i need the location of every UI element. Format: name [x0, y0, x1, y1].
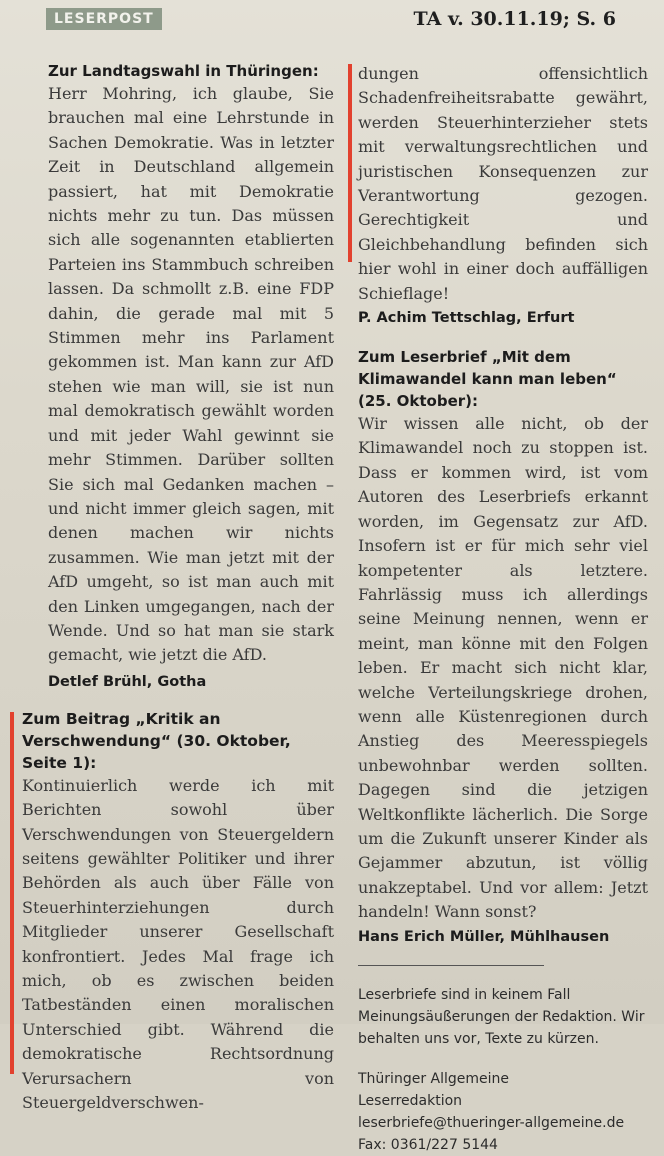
divider — [358, 965, 544, 966]
letter-verschwendung — [22, 708, 334, 1116]
contact-block — [358, 1068, 648, 1156]
letter-landtagswahl — [22, 60, 334, 694]
letter-author: Hans Erich Müller, Mühlhausen — [358, 928, 610, 945]
left-column — [22, 60, 334, 1115]
letter-body: Wir wissen alle nicht, ob der Klimawandel noch zu stoppen ist. Dass er kommen wird, ist vom Autoren des Leserbriefs erkannt worden, im Gegensatz zur AfD. Insofern ist er für mich sehr viel kompetenter als letztere. Fahrlässig muss ich allerdings seine Meinung nennen, wenn er meint, man könne mit den Folgen leben. Er macht sich nicht klar, welche Verteilungskriege drohen, wenn alle Küstenregionen durch Anstieg des Meeresspiegels unbewohnbar werden sollten. Dagegen sind die jetzigen Weltkonflikte lächerlich. Die Sorge um die Zukunft unserer Kinder als Gejammer abzutun, ist völlig unakzeptabel. Und vor allem: Jetzt handeln! Wann sonst? — [358, 414, 648, 922]
contact-publication: Thüringer Allgemeine — [358, 1070, 510, 1087]
section-badge: LESERPOST — [46, 8, 162, 30]
letter-heading: Zum Beitrag „Kritik an Verschwendung“ (30. Oktober, Seite 1): — [22, 709, 291, 772]
accent-bar — [10, 712, 14, 1074]
contact-fax: Fax: 0361/227 5144 — [358, 1136, 498, 1153]
letter-klimawandel — [358, 346, 648, 949]
letter-heading: Zur Landtagswahl in Thüringen: — [48, 62, 319, 80]
letter-author: P. Achim Tettschlag, Erfurt — [358, 310, 575, 327]
letter-heading: Zum Leserbrief „Mit dem Klimawandel kann man leben“ (25. Oktober): — [358, 348, 617, 411]
letter-author: Detlef Brühl, Gotha — [48, 673, 207, 690]
letter-body: dungen offensichtlich Schadenfreiheitsrabatte gewährt, werden Steuerhinterzieher stets mit verwaltungsrechtlichen und juristischen Konsequenzen zur Verantwortung gezogen. Gerechtigkeit und Gleichbehandlung befinden sich hier wohl in einer doch auffälligen Schieflage! — [358, 64, 648, 303]
letter-body: Kontinuierlich werde ich mit Berichten sowohl über Verschwendungen von Steuergeldern seitens gewählter Politiker und ihrer Behörden als auch über Fälle von Steuerhinterziehungen durch Mitglieder unserer Gesellschaft konfrontiert. Jedes Mal frage ich mich, ob es zwischen beiden Tatbeständen einen moralischen Unterschied gibt. Während die demokratische Rechtsordnung Verursachern von Steuergeldverschwen- — [22, 775, 334, 1113]
source-citation: TA v. 30.11.19; S. 6 — [413, 8, 616, 30]
contact-department: Leserredaktion — [358, 1092, 463, 1109]
letter-body: Herr Mohring, ich glaube, Sie brauchen mal eine Lehrstunde in Sachen Demokratie. Was in letzter Zeit in Deutschland allgemein passiert, hat mit Demokratie nichts mehr zu tun. Das müssen sich alle sogenannten etablierten Parteien ins Stammbuch schreiben lassen. Da schmollt z.B. eine FDP dahin, die gerade mal mit 5 Stimmen mehr ins Parlament gekommen ist. Man kann zur AfD stehen wie man will, sie ist nun mal demokratisch gewählt worden und mit jeder Wahl gewinnt sie mehr Stimmen. Darüber sollten Sie sich mal Gedanken machen – und nicht immer gleich sagen, mit denen machen wir nichts zusammen. Wie man jetzt mit der AfD umgeht, so ist man auch mit den Linken umgegangen, nach der Wende. Und so hat man sie stark gemacht, wie jetzt die AfD. — [48, 84, 334, 665]
contact-email: leserbriefe@thueringer-allgemeine.de — [358, 1114, 625, 1131]
editorial-disclaimer: Leserbriefe sind in keinem Fall Meinungsäußerungen der Redaktion. Wir behalten uns vor, Texte zu kürzen. — [358, 986, 645, 1047]
letter-verschwendung-continued — [358, 62, 648, 330]
accent-bar — [348, 64, 352, 262]
right-column — [358, 62, 648, 1156]
